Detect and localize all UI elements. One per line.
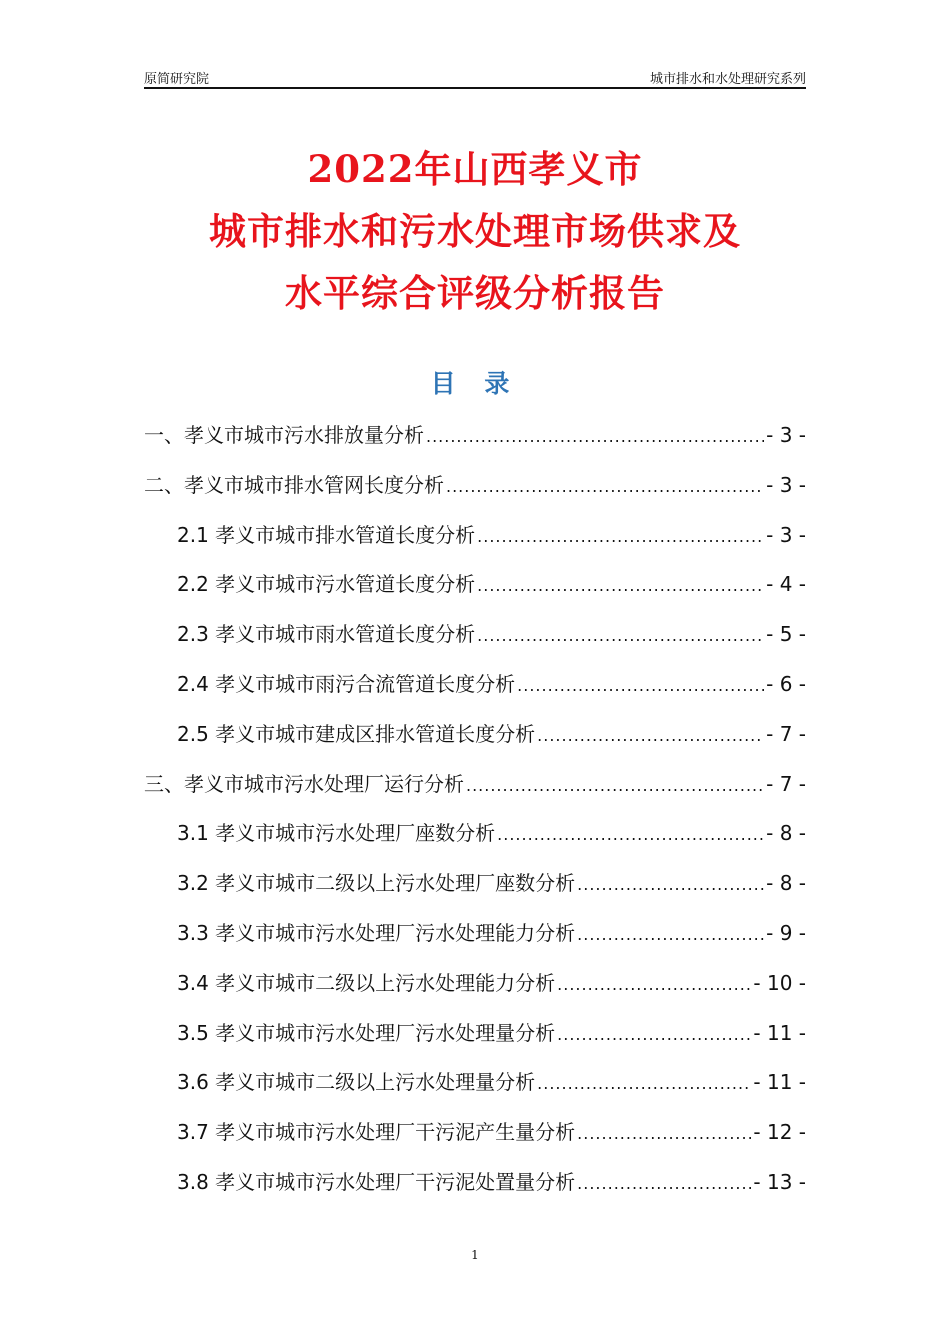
table-of-contents <box>144 419 806 1216</box>
toc-entry-page[interactable]: - 10 - <box>753 970 806 995</box>
toc-entry-title[interactable]: 一、孝义市城市污水排放量分析 <box>144 423 424 447</box>
toc-entry-page[interactable]: - 9 - <box>766 920 806 945</box>
dot-leader <box>477 622 764 646</box>
dot-leader <box>446 473 764 497</box>
title-line: 水平综合评级分析报告 <box>285 271 665 315</box>
toc-entry-title[interactable]: 2.1 孝义市城市排水管道长度分析 <box>177 522 476 547</box>
toc-entry[interactable] <box>144 1166 806 1216</box>
toc-heading: 目 录 <box>430 369 520 398</box>
toc-entry[interactable] <box>144 867 806 917</box>
toc-entry-title[interactable]: 3.7 孝义市城市污水处理厂干污泥产生量分析 <box>177 1120 576 1145</box>
toc-entry-title[interactable]: 三、孝义市城市污水处理厂运行分析 <box>144 771 464 796</box>
toc-entry-title[interactable]: 3.6 孝义市城市二级以上污水处理量分析 <box>177 1070 536 1095</box>
toc-entry[interactable] <box>144 1017 806 1067</box>
toc-entry-title[interactable]: 3.1 孝义市城市污水处理厂座数分析 <box>177 821 496 846</box>
toc-entry[interactable] <box>144 967 806 1017</box>
toc-entry-title[interactable]: 2.4 孝义市城市雨污合流管道长度分析 <box>177 671 516 696</box>
toc-entry[interactable] <box>144 1116 806 1166</box>
toc-entry[interactable] <box>144 718 806 768</box>
toc-entry-title[interactable]: 3.8 孝义市城市污水处理厂干污泥处置量分析 <box>177 1169 576 1194</box>
toc-entry-title[interactable]: 2.2 孝义市城市污水管道长度分析 <box>177 572 476 597</box>
toc-entry[interactable] <box>144 618 806 668</box>
toc-entry-title[interactable]: 2.5 孝义市城市建成区排水管道长度分析 <box>177 721 536 746</box>
header-left: 原简研究院 <box>144 72 210 87</box>
toc-entry[interactable] <box>144 668 806 718</box>
toc-entry-title[interactable]: 3.2 孝义市城市二级以上污水处理厂座数分析 <box>177 871 576 896</box>
toc-entry-page[interactable]: - 5 - <box>766 622 806 647</box>
dot-leader <box>577 1120 751 1144</box>
toc-entry[interactable] <box>144 768 806 818</box>
dot-leader <box>477 572 764 596</box>
toc-entry-page[interactable]: - 13 - <box>753 1169 806 1194</box>
title-line: 城市排水和污水处理市场供求及 <box>209 209 741 253</box>
dot-leader <box>557 1021 751 1045</box>
toc-entry[interactable] <box>144 817 806 867</box>
toc-entry-page[interactable]: - 3 - <box>766 423 806 447</box>
toc-entry-title[interactable]: 3.4 孝义市城市二级以上污水处理能力分析 <box>177 970 556 995</box>
toc-entry-title[interactable]: 二、孝义市城市排水管网长度分析 <box>144 472 444 497</box>
report-title <box>0 138 950 324</box>
dot-leader <box>517 672 764 696</box>
dot-leader <box>537 722 764 746</box>
toc-entry-title[interactable]: 3.3 孝义市城市污水处理厂污水处理能力分析 <box>177 920 576 945</box>
toc-entry-page[interactable]: - 3 - <box>766 522 806 547</box>
toc-entry[interactable] <box>144 917 806 967</box>
toc-entry-page[interactable]: - 6 - <box>766 671 806 696</box>
toc-entry-page[interactable]: - 4 - <box>766 572 806 597</box>
header-right: 城市排水和水处理研究系列 <box>649 72 806 87</box>
toc-entry-title[interactable]: 3.5 孝义市城市污水处理厂污水处理量分析 <box>177 1020 556 1045</box>
toc-entry-page[interactable]: - 8 - <box>766 871 806 896</box>
dot-leader <box>477 523 764 547</box>
toc-entry[interactable] <box>144 469 806 519</box>
dot-leader <box>557 971 751 995</box>
toc-entry-page[interactable]: - 11 - <box>753 1020 806 1045</box>
dot-leader <box>577 1170 751 1194</box>
toc-entry-page[interactable]: - 11 - <box>753 1070 806 1095</box>
dot-leader <box>577 871 764 895</box>
page-header <box>144 68 806 89</box>
toc-entry[interactable] <box>144 419 806 469</box>
toc-entry-page[interactable]: - 8 - <box>766 821 806 846</box>
dot-leader <box>466 772 764 796</box>
dot-leader <box>426 423 764 447</box>
toc-entry[interactable] <box>144 1066 806 1116</box>
toc-entry-title[interactable]: 2.3 孝义市城市雨水管道长度分析 <box>177 622 476 647</box>
dot-leader <box>537 1070 751 1094</box>
dot-leader <box>497 821 764 845</box>
dot-leader <box>577 921 764 945</box>
toc-entry-page[interactable]: - 7 - <box>766 771 806 796</box>
title-line: 2022年山西孝义市 <box>307 147 643 191</box>
page-number: 1 <box>471 1248 479 1262</box>
toc-entry[interactable] <box>144 568 806 618</box>
toc-entry[interactable] <box>144 519 806 569</box>
toc-entry-page[interactable]: - 12 - <box>753 1120 806 1145</box>
toc-entry-page[interactable]: - 3 - <box>766 472 806 497</box>
toc-entry-page[interactable]: - 7 - <box>766 721 806 746</box>
